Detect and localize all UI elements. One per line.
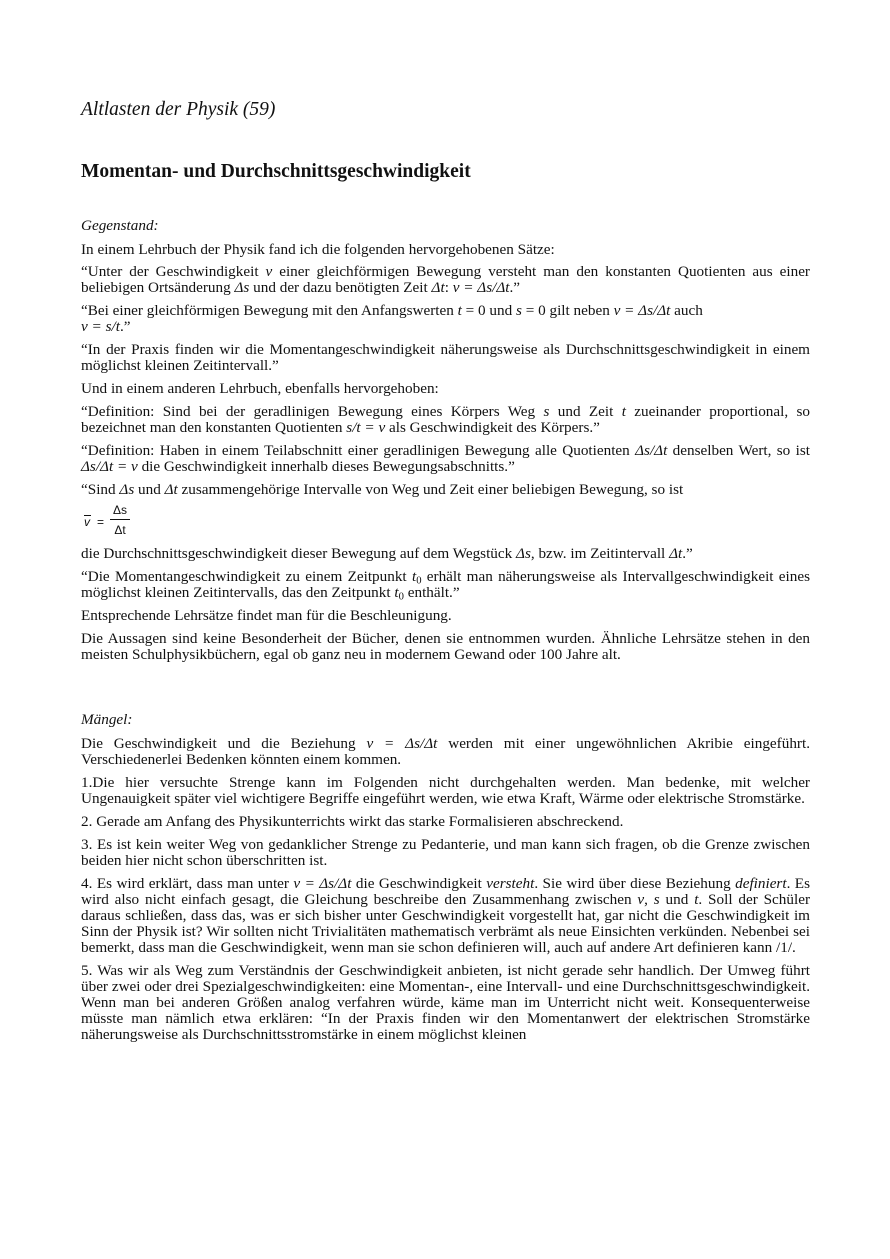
series-title: Altlasten der Physik (59) xyxy=(81,99,276,120)
paragraph-intro: In einem Lehrbuch der Physik fand ich die folgenden hervorgehobenen Sätze: xyxy=(81,241,555,258)
section-heading-gegenstand: Gegenstand: xyxy=(81,217,159,234)
article-title: Momentan- und Durchschnittsgeschwindigkeit xyxy=(81,161,471,182)
formula-equals: = xyxy=(97,515,105,529)
quote-5: “Definition: Haben in einem Teilabschnitt einer geradlinigen Bewegung alle Quotienten Δs/Δt denselben Wert, so ist Δs/Δt = v die Geschwindigkeit innerhalb dieses Bewegungsabschnitts.” xyxy=(81,442,810,475)
quote-3: “In der Praxis finden wir die Momentangeschwindigkeit näherungsweise als Durchschnittsgeschwindigkeit in einem möglichst kleinen Zeitintervall.” xyxy=(81,341,810,374)
paragraph-point-5: 5. Was wir als Weg zum Verständnis der Geschwindigkeit anbieten, ist nicht gerade sehr handlich. Der Umweg führt über zwei oder drei Spezialgeschwindigkeiten: eine Momentan-, eine Intervall- und eine Durchschnittsgeschwindigkeit. Wenn man bei anderen Größen analog verfahren würde, käme man im Unterricht nicht weit. Konsequenterweise müsste man nämlich etwa erklären: “In der Praxis finden wir den Momentanwert der elektrischen Stromstärke näherungsweise als Durchschnittsstromstärke in einem möglichst kleinen xyxy=(81,962,810,1043)
quote-2: “Bei einer gleichförmigen Bewegung mit den Anfangswerten t = 0 und s = 0 gilt neben v = Δs/Δt auch v = s/t.” xyxy=(81,302,703,335)
quote-1: “Unter der Geschwindigkeit v einer gleichförmigen Bewegung versteht man den konstanten Quotienten aus einer beliebigen Ortsänderung Δs und der dazu benötigten Zeit Δt: v = Δs/Δt.” xyxy=(81,263,810,296)
paragraph-point-2: 2. Gerade am Anfang des Physikunterrichts wirkt das starke Formalisieren abschreckend. xyxy=(81,813,624,830)
formula-lhs: v xyxy=(84,515,90,529)
quote-4: “Definition: Sind bei der geradlinigen Bewegung eines Körpers Weg s und Zeit t zueinander proportional, so bezeichnet man den konstanten Quotienten s/t = v als Geschwindigkeit des Körpers.” xyxy=(81,403,810,436)
section-gegenstand xyxy=(81,218,810,670)
section-maengel xyxy=(81,712,810,1050)
formula-numerator: Δs xyxy=(112,503,127,517)
paragraph-point-1: 1.Die hier versuchte Strenge kann im Folgenden nicht durchgehalten werden. Man bedenke, mit welcher Ungenauigkeit später viel wichtigere Begriffe eingeführt werden, wie etwa Kraft, Wärme oder elektrische Stromstärke. xyxy=(81,774,810,807)
mean-velocity-formula xyxy=(81,500,810,538)
quote-7: “Die Momentangeschwindigkeit zu einem Zeitpunkt $t_0$ erhält man näherungsweise als Intervallgeschwindigkeit eines möglichst kleinen Zeitintervalls, das den Zeitpunkt $t_0$ enthält.” xyxy=(81,568,811,603)
fraction-bar xyxy=(110,519,130,520)
section-heading-maengel: Mängel: xyxy=(81,711,133,728)
paragraph-acceleration: Entsprechende Lehrsätze findet man für die Beschleunigung. xyxy=(81,607,452,624)
paragraph-point-3: 3. Es ist kein weiter Weg von gedanklicher Strenge zu Pedanterie, und man kann sich fragen, ob die Grenze zwischen beiden hier nicht schon überschritten ist. xyxy=(81,836,810,869)
paragraph-point-4: 4. Es wird erklärt, dass man unter v = Δs/Δt die Geschwindigkeit versteht. Sie wird über diese Beziehung definiert. Es wird also nicht einfach gesagt, die Gleichung beschreibe den Zusammenhang zwischen v, s und t. Soll der Schüler daraus schließen, dass das, was er sich bisher unter Geschwindigkeit vorgestellt hat, gar nicht die Geschwindigkeit im Sinn der Physik ist? Wir sollten nicht Trivialitäten mathematisch verbrämt als neue Einsichten verkünden. Nebenbei sei bemerkt, dass man die Geschwindigkeit, wenn man sie schon definieren will, auch auf andere Art definieren kann /1/. xyxy=(81,875,811,956)
paragraph-intro-2: Und in einem anderen Lehrbuch, ebenfalls hervorgehoben: xyxy=(81,380,439,397)
paragraph-maengel-intro: Die Geschwindigkeit und die Beziehung v = Δs/Δt werden mit einer ungewöhnlichen Akribie eingeführt. Verschiedenerlei Bedenken könnten einem kommen. xyxy=(81,735,810,768)
quote-6: “Sind Δs und Δt zusammengehörige Intervalle von Weg und Zeit einer beliebigen Bewegung, so ist xyxy=(81,481,684,498)
paragraph-textbooks: Die Aussagen sind keine Besonderheit der Bücher, denen sie entnommen wurden. Ähnliche Lehrsätze stehen in den meisten Schulphysikbüchern, egal ob ganz neu in modernem Gewand oder 100 Jahre alt. xyxy=(81,630,810,663)
quote-6-continued: die Durchschnittsgeschwindigkeit dieser Bewegung auf dem Wegstück Δs, bzw. im Zeitintervall Δt.” xyxy=(81,545,693,562)
formula-denominator: Δt xyxy=(114,523,126,537)
